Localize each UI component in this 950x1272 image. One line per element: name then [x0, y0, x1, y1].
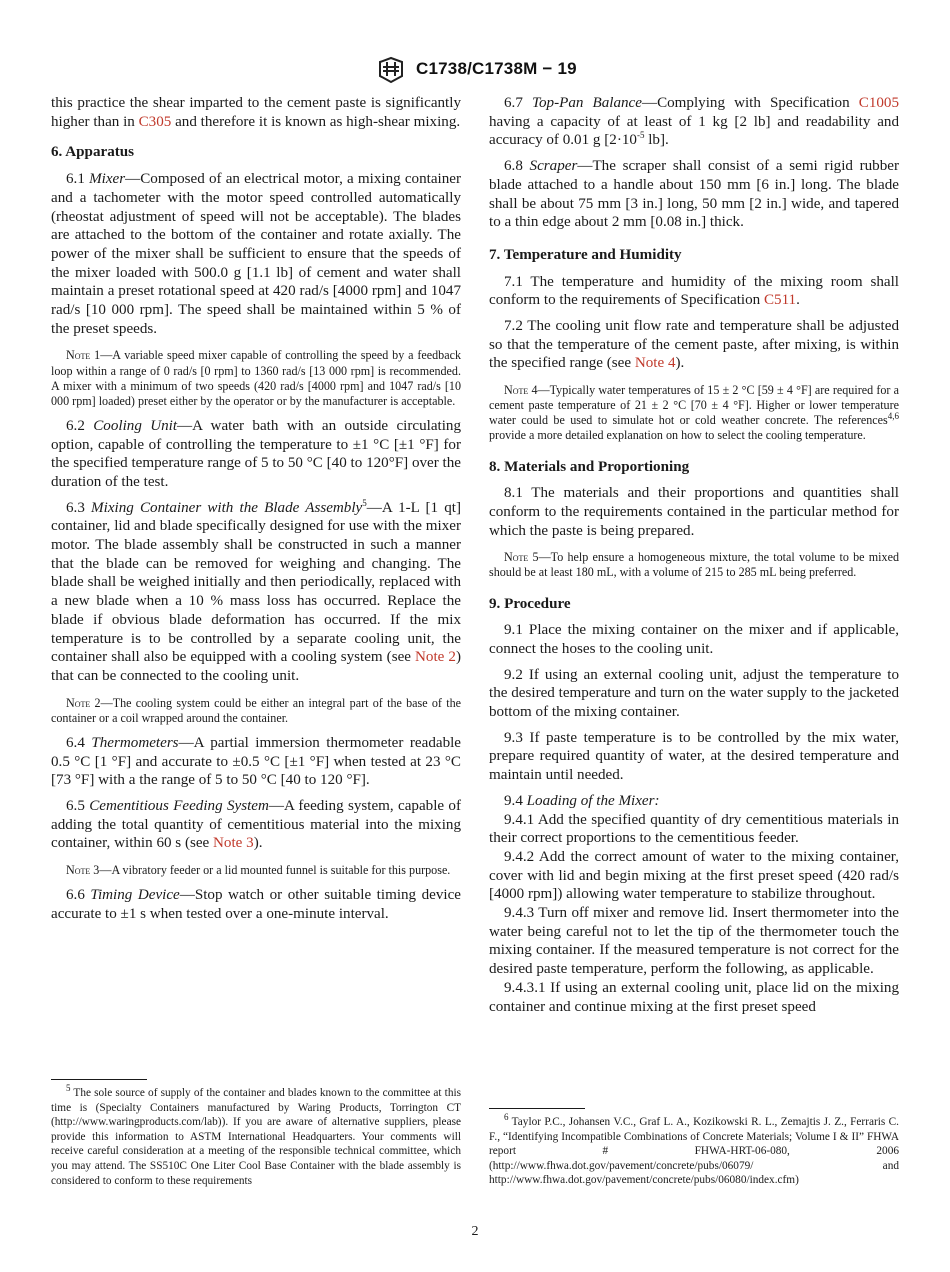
section-9-4-2: 9.4.2 Add the correct amount of water to the mixing container, cover with lid and begin mixing at the first preset speed (420 rad/s [4000 rpm]) allowing water temperature to stabilize throughout. [489, 848, 899, 903]
designation-title: C1738/C1738M − 19 [416, 59, 577, 78]
note-4-link[interactable]: Note 4 [634, 355, 676, 372]
section-9-2: 9.2 If using an external cooling unit, adjust the temperature to the desired temperature and turn on the water supply to the jacketed bottom of the mixing container. [489, 666, 899, 721]
section-6-6: 6.6 Timing Device—Stop watch or other suitable timing device accurate to ±1 s when tested over a one-minute interval. [51, 887, 462, 922]
c1005-link[interactable]: C1005 [858, 95, 900, 111]
section-7-1: 7.1 The temperature and humidity of the mixing room shall conform to the requirements of Specification C511. [489, 273, 899, 309]
section-6-8: 6.8 Scraper—The scraper shall consist of a semi rigid rubber blade attached to a handle about 150 mm [6 in.] long. The blade shall be about 75 mm [3 in.] long, 50 mm [2 in.] wide, and tapered to a thin edge about 2 mm [0.08 in.] thick. [489, 158, 899, 231]
section-7-2: 7.2 The cooling unit flow rate and temperature shall be adjusted so that the temperature of the cement paste, after mixing, is within the specified range (see Note 4). [489, 318, 899, 372]
section-8-1: 8.1 The materials and their proportions and quantities shall conform to the requirements contained in the particular method for which the paste is being prepared. [489, 485, 899, 539]
section-9-heading: 9. Procedure [489, 595, 571, 612]
note-4: Note 4—Typically water temperatures of 15 ± 2 °C [59 ± 4 °F] are required for a cement paste temperature of 21 ± 2 °C [70 ± 4 °F]. Higher or lower temperature water could be used to simulate hot or cold weather concrete. The references$^{4,6}$ provide a more detailed explanation on how to select the cooling temperature. [489, 383, 899, 443]
note-5: Note 5—To help ensure a homogeneous mixture, the total volume to be mixed should be at least 180 mL, with a volume of 215 to 285 mL being preferred. [489, 550, 900, 580]
c305-link[interactable]: C305 [138, 113, 172, 130]
section-6-4: 6.4 Thermometers—A partial immersion thermometer readable 0.5 °C [1 °F] and accurate to ±0.5 °C [±1 °F] when tested at 23 °C [73 °F] with a the range of 5 to 50 °C [40 to 120 °F]. [51, 734, 462, 789]
section-9-4-1: 9.4.1 Add the specified quantity of dry cementitious materials in their correct proportions to the cementitious feeder. [489, 811, 899, 847]
footnote-divider [51, 1079, 147, 1080]
section-9-1: 9.1 Place the mixing container on the mixer and if applicable, connect the hoses to the cooling unit. [489, 622, 899, 657]
note-2: Note 2—The cooling system could be either an integral part of the base of the container or a coil wrapped around the container. [51, 695, 461, 725]
left-column [51, 94, 461, 931]
section-6-2: 6.2 Cooling Unit—A water bath with an outside circulating option, capable of controlling the temperature to ±1 °C [±1 °F] for the specified temperature range of 5 to 50 °C [40 to 120°F] over the duration of the test. [51, 417, 462, 490]
section-9-4-3: 9.4.3 Turn off mixer and remove lid. Insert thermometer into the water being careful not to let the tip of the thermometer touch the mixing container. If the measured temperature is not correct for the desired paste temperature, perform the following, as applicable. [489, 905, 899, 978]
section-6-1: 6.1 Mixer—Composed of an electrical motor, a mixing container and a tachometer with the motor speed controlled automatically (rheostat adjustment of speed will not be acceptable). The blades are attached to the bottom of the container and rotate axially. The power of the mixer shall be sufficient to ensure that the speeds of the mixer loaded with 500.0 g [1.1 lb] of cement and water shall maintain a preset rotational speed at 420 rad/s [4000 rpm] and 1047 rad/s [10 000 rpm]. The speed shall be maintained within 5 % of the preset speeds. [51, 171, 462, 337]
right-column [489, 94, 899, 1016]
section-8-heading: 8. Materials and Proportioning [489, 458, 690, 475]
section-9-3: 9.3 If paste temperature is to be controlled by the mix water, prepare required quantity of water, at the desired temperature and maintain until needed. [489, 729, 899, 784]
page-header [0, 56, 950, 84]
section-9-4-3-1: 9.4.3.1 If using an external cooling unit, place lid on the mixing container and continue mixing at the first preset speed [489, 979, 899, 1015]
page-number: 2 [471, 1224, 479, 1239]
footnote-divider [489, 1108, 585, 1109]
footnote-5: $^5$ The sole source of supply of the container and blades known to the committee at this time is (Specialty Containers manufactured by Waring Products, Torrington CT (http://www.waringproducts.com/lab)). If you are aware of alternative suppliers, please provide this information to ASTM International Headquarters. Your comments will receive careful consideration at a meeting of the responsible technical committee, which you may attend. The SS510C One Liter Cool Base Container with the blade assembly is considered to conform to these requirements [51, 1079, 461, 1188]
section-9-4: 9.4 Loading of the Mixer: [504, 792, 660, 809]
intro-paragraph: this practice the shear imparted to the cement paste is significantly higher than in C305 and therefore it is known as high-shear mixing. [51, 95, 461, 130]
section-6-3: 6.3 Mixing Container with the Blade Assembly$^5$—A 1-L [1 qt] container, lid and blade specifically designed for use with the mixer motor. The blade assembly shall be constructed in such a manner that the blade can be removed for weighing and changing. The blade shall be weighed initially and then periodically, replaced with a new blade when a 10 % mass loss has occurred. Replace the blade if obvious blade deformation has occurred. If the mix temperature is to be controlled by a separate cooling unit, the container shall also be equipped with a cooling system (see Note 2) that can be connected to the cooling unit. [51, 497, 462, 684]
note-1: Note 1—A variable speed mixer capable of controlling the speed by a feedback loop within a range of 0 rad/s [0 rpm] to 1360 rad/s [13 000 rpm] is recommended. A mixer with a minimum of two speeds (420 rad/s [4000 rpm] and 1047 rad/s [10 000 rpm] loaded) preset either by the operator or by the manufacturer is acceptable. [51, 348, 461, 408]
note-3: Note 3—A vibratory feeder or a lid mounted funnel is suitable for this purpose. [66, 863, 451, 878]
note-2-link[interactable]: Note 2 [415, 649, 456, 666]
c511-link[interactable]: C511 [763, 292, 797, 309]
astm-logo-icon [374, 56, 408, 84]
section-7-heading: 7. Temperature and Humidity [489, 246, 682, 263]
section-6-7: 6.7 Top-Pan Balance—Complying with Specification C1005 having a capacity of at least of 1 kg [2 lb] and readability and accuracy of 0.01 g [$2\cdot 10^{-5}$ lb]. [489, 95, 900, 149]
footnote-6: $^6$ Taylor P.C., Johansen V.C., Graf L. A., Kozikowski R. L., Zemajtis J. Z., Ferraris C. F., “Identifying Incompatible Combinations of Concrete Materials; Volume I & II” FHWA report # FHWA-HRT-06-080, 2006 (http://www.fhwa.dot.gov/pavement/concrete/pubs/06079/ and http://www.fhwa.dot.gov/pavement/concrete/pubs/06080/index.cfm) [489, 1108, 899, 1188]
section-6-heading: 6. Apparatus [51, 144, 135, 161]
note-3-link[interactable]: Note 3 [213, 835, 254, 852]
section-6-5: 6.5 Cementitious Feeding System—A feeding system, capable of adding the total quantity of cementitious material into the mixing container, within 60 s (see Note 3). [51, 797, 461, 852]
